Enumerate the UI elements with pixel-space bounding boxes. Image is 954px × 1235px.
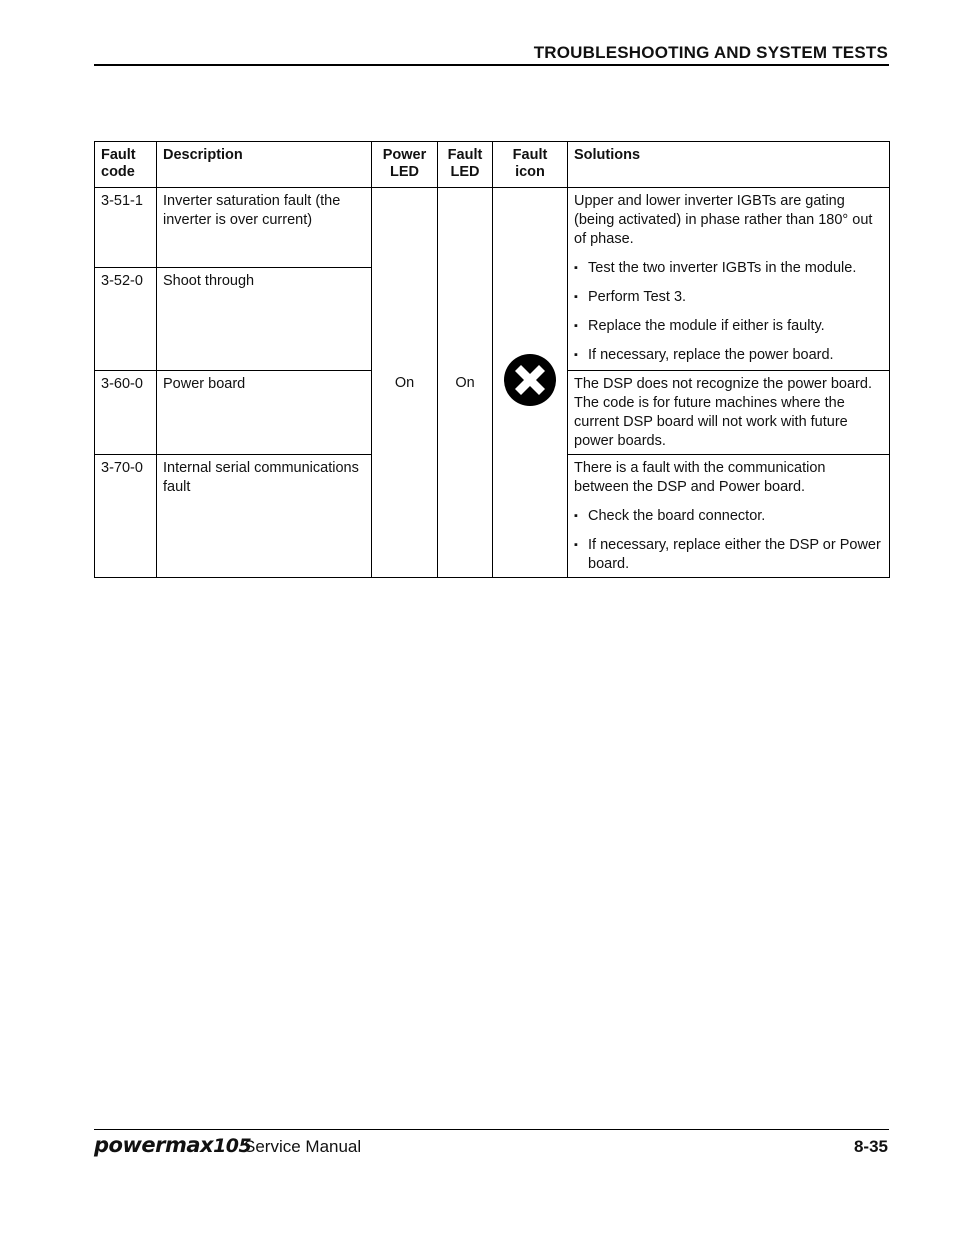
description-cell: Shoot through xyxy=(157,268,372,371)
header-solutions: Solutions xyxy=(568,142,890,188)
list-item: ▪ Perform Test 3. xyxy=(574,288,883,307)
header-fault-icon: Fault icon xyxy=(493,142,568,188)
header-fault-led: Fault LED xyxy=(438,142,493,188)
fault-code-table xyxy=(94,141,890,578)
fault-code-cell: 3-70-0 xyxy=(95,455,157,578)
solution-list xyxy=(574,259,883,365)
list-item: ▪ Test the two inverter IGBTs in the module. xyxy=(574,259,883,278)
fault-code-cell: 3-60-0 xyxy=(95,371,157,455)
table-row xyxy=(95,188,890,268)
solution-cell xyxy=(568,455,890,578)
list-item: ▪ If necessary, replace either the DSP or Power board. xyxy=(574,536,883,574)
header-fault-code: Fault code xyxy=(95,142,157,188)
solution-cell xyxy=(568,188,890,371)
description-cell: Inverter saturation fault (the inverter is over current) xyxy=(157,188,372,268)
brand-word: powermax xyxy=(94,1133,214,1157)
page-number: 8-35 xyxy=(853,1137,888,1156)
list-item: ▪ If necessary, replace the power board. xyxy=(574,346,883,365)
solution-intro: Upper and lower inverter IGBTs are gating (being activated) in phase rather than 180° out of phase. xyxy=(574,193,873,247)
power-led-cell: On xyxy=(372,188,438,578)
solution-cell xyxy=(568,371,890,455)
solution-intro: The DSP does not recognize the power board. The code is for future machines where the current DSP board will not work with future power boards. xyxy=(574,376,872,449)
x-circle-icon xyxy=(503,353,557,407)
brand-number: 105 xyxy=(213,1135,252,1157)
fault-led-cell: On xyxy=(438,188,493,578)
list-item: ▪ Check the board connector. xyxy=(574,507,883,526)
fault-code-cell: 3-51-1 xyxy=(95,188,157,268)
description-cell: Internal serial communications fault xyxy=(157,455,372,578)
section-header-title: TROUBLESHOOTING AND SYSTEM TESTS xyxy=(533,43,888,62)
solution-list xyxy=(574,507,883,574)
fault-code-cell: 3-52-0 xyxy=(95,268,157,371)
header-power-led: Power LED xyxy=(372,142,438,188)
header-description: Description xyxy=(157,142,372,188)
fault-icon-cell xyxy=(493,188,568,578)
description-cell: Power board xyxy=(157,371,372,455)
solution-intro: There is a fault with the communication between the DSP and Power board. xyxy=(574,460,826,495)
header-rule xyxy=(94,64,889,66)
footer-rule xyxy=(94,1129,889,1130)
manual-title: Service Manual xyxy=(244,1137,362,1156)
list-item: ▪ Replace the module if either is faulty. xyxy=(574,317,883,336)
brand-logo xyxy=(94,1133,251,1157)
